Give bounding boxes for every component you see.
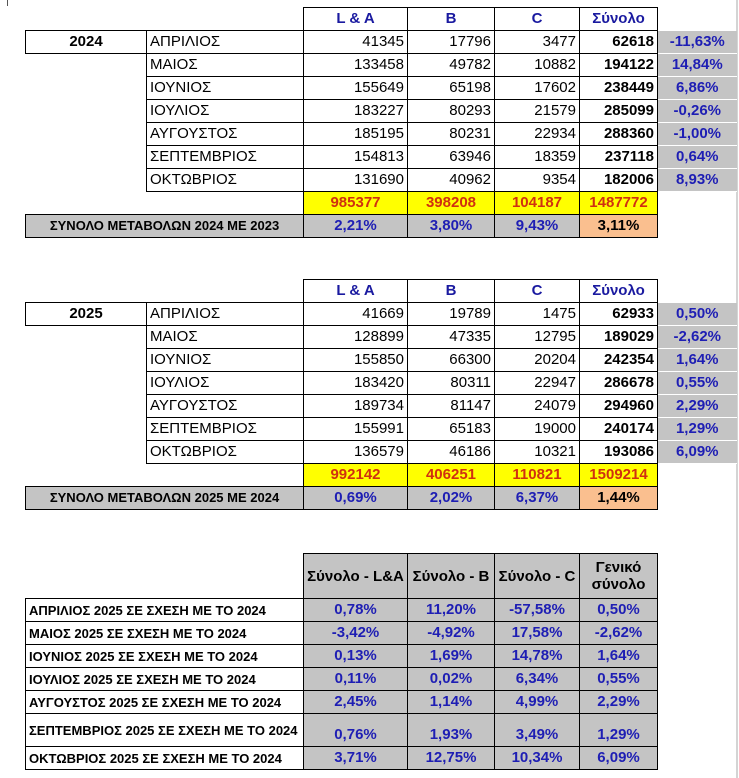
empty-cell bbox=[26, 395, 147, 418]
value-b: 49782 bbox=[408, 54, 495, 77]
value-total: 62618 bbox=[580, 31, 658, 54]
empty-cell bbox=[147, 192, 304, 215]
summary-b: 2,02% bbox=[408, 487, 495, 510]
comparison-row bbox=[26, 747, 658, 770]
sum-row bbox=[26, 464, 737, 487]
value-b: 65183 bbox=[408, 418, 495, 441]
table-row bbox=[26, 349, 737, 372]
comparison-row bbox=[26, 668, 658, 691]
value-total: 285099 bbox=[580, 100, 658, 123]
change-percent: 0,64% bbox=[658, 146, 737, 169]
comparison-label: ΑΥΓΟΥΣΤΟΣ 2025 ΣΕ ΣΧΕΣΗ ΜΕ ΤΟ 2024 bbox=[26, 691, 304, 714]
month-label: ΟΚΤΩΒΡΙΟΣ bbox=[147, 441, 304, 464]
comparison-c: 17,58% bbox=[495, 622, 580, 645]
empty-cell bbox=[658, 464, 737, 487]
comparison-c: 10,34% bbox=[495, 747, 580, 770]
comparison-la: 2,45% bbox=[304, 691, 408, 714]
comparison-b: 0,02% bbox=[408, 668, 495, 691]
value-c: 21579 bbox=[495, 100, 580, 123]
change-percent: -2,62% bbox=[658, 326, 737, 349]
empty-cell bbox=[26, 326, 147, 349]
empty-cell bbox=[26, 349, 147, 372]
table-row bbox=[26, 372, 737, 395]
sum-b: 406251 bbox=[408, 464, 495, 487]
col-header-total-la: Σύνολο - L&A bbox=[304, 554, 408, 599]
empty-cell bbox=[26, 8, 147, 31]
value-c: 10321 bbox=[495, 441, 580, 464]
empty-cell bbox=[26, 554, 304, 599]
comparison-b: 1,14% bbox=[408, 691, 495, 714]
empty-cell bbox=[147, 280, 304, 303]
value-total: 237118 bbox=[580, 146, 658, 169]
comparison-label: ΣΕΠΤΕΜΒΡΙΟΣ 2025 ΣΕ ΣΧΕΣΗ ΜΕ ΤΟ 2024 bbox=[26, 714, 304, 747]
value-la: 136579 bbox=[304, 441, 408, 464]
summary-row bbox=[26, 215, 737, 238]
value-total: 182006 bbox=[580, 169, 658, 192]
cell-edge-mark bbox=[7, 0, 8, 6]
value-c: 19000 bbox=[495, 418, 580, 441]
comparison-c: 4,99% bbox=[495, 691, 580, 714]
value-b: 65198 bbox=[408, 77, 495, 100]
empty-cell bbox=[26, 169, 147, 192]
comparison-row bbox=[26, 691, 658, 714]
change-percent: 1,64% bbox=[658, 349, 737, 372]
comparison-row bbox=[26, 645, 658, 668]
comparison-la: 3,71% bbox=[304, 747, 408, 770]
value-la: 41669 bbox=[304, 303, 408, 326]
value-total: 294960 bbox=[580, 395, 658, 418]
comparison-label: ΟΚΤΩΒΡΙΟΣ 2025 ΣΕ ΣΧΕΣΗ ΜΕ ΤΟ 2024 bbox=[26, 747, 304, 770]
comparison-label: ΜΑΙΟΣ 2025 ΣΕ ΣΧΕΣΗ ΜΕ ΤΟ 2024 bbox=[26, 622, 304, 645]
comparison-total: 1,64% bbox=[580, 645, 658, 668]
empty-cell bbox=[26, 441, 147, 464]
value-b: 47335 bbox=[408, 326, 495, 349]
comparison-total: 6,09% bbox=[580, 747, 658, 770]
change-percent: 1,29% bbox=[658, 418, 737, 441]
empty-cell bbox=[147, 8, 304, 31]
value-total: 62933 bbox=[580, 303, 658, 326]
value-c: 20204 bbox=[495, 349, 580, 372]
value-total: 242354 bbox=[580, 349, 658, 372]
table-row bbox=[26, 54, 737, 77]
empty-cell bbox=[26, 77, 147, 100]
empty-cell bbox=[26, 54, 147, 77]
value-la: 155991 bbox=[304, 418, 408, 441]
comparison-la: 0,13% bbox=[304, 645, 408, 668]
comparison-row bbox=[26, 599, 658, 622]
change-percent: 0,50% bbox=[658, 303, 737, 326]
empty-cell bbox=[26, 146, 147, 169]
sum-la: 985377 bbox=[304, 192, 408, 215]
empty-cell bbox=[658, 487, 737, 510]
sum-c: 110821 bbox=[495, 464, 580, 487]
value-c: 22947 bbox=[495, 372, 580, 395]
value-la: 154813 bbox=[304, 146, 408, 169]
month-label: ΙΟΥΛΙΟΣ bbox=[147, 100, 304, 123]
col-header-total: Σύνολο bbox=[580, 280, 658, 303]
value-total: 193086 bbox=[580, 441, 658, 464]
table-row bbox=[26, 123, 737, 146]
change-percent: -11,63% bbox=[658, 31, 737, 54]
col-header-b: B bbox=[408, 280, 495, 303]
comparison-c: 14,78% bbox=[495, 645, 580, 668]
value-b: 80231 bbox=[408, 123, 495, 146]
comparison-total: 0,55% bbox=[580, 668, 658, 691]
empty-cell bbox=[26, 280, 147, 303]
value-la: 183227 bbox=[304, 100, 408, 123]
table-2025 bbox=[25, 279, 737, 510]
value-b: 46186 bbox=[408, 441, 495, 464]
value-c: 10882 bbox=[495, 54, 580, 77]
value-la: 183420 bbox=[304, 372, 408, 395]
value-c: 17602 bbox=[495, 77, 580, 100]
value-la: 185195 bbox=[304, 123, 408, 146]
value-la: 155850 bbox=[304, 349, 408, 372]
value-c: 18359 bbox=[495, 146, 580, 169]
value-c: 3477 bbox=[495, 31, 580, 54]
value-total: 286678 bbox=[580, 372, 658, 395]
summary-la: 2,21% bbox=[304, 215, 408, 238]
summary-row bbox=[26, 487, 737, 510]
change-percent: 8,93% bbox=[658, 169, 737, 192]
month-label: ΙΟΥΝΙΟΣ bbox=[147, 77, 304, 100]
change-percent: -1,00% bbox=[658, 123, 737, 146]
sum-row bbox=[26, 192, 737, 215]
value-c: 24079 bbox=[495, 395, 580, 418]
comparison-total: 1,29% bbox=[580, 714, 658, 747]
table-row bbox=[26, 418, 737, 441]
month-label: ΣΕΠΤΕΜΒΡΙΟΣ bbox=[147, 146, 304, 169]
month-label: ΣΕΠΤΕΜΒΡΙΟΣ bbox=[147, 418, 304, 441]
empty-cell bbox=[26, 464, 147, 487]
empty-cell bbox=[147, 464, 304, 487]
comparison-row bbox=[26, 714, 658, 747]
value-c: 22934 bbox=[495, 123, 580, 146]
comparison-c: -57,58% bbox=[495, 599, 580, 622]
comparison-total: 2,29% bbox=[580, 691, 658, 714]
comparison-la: -3,42% bbox=[304, 622, 408, 645]
comparison-row bbox=[26, 622, 658, 645]
month-label: ΟΚΤΩΒΡΙΟΣ bbox=[147, 169, 304, 192]
table-row bbox=[26, 146, 737, 169]
sum-b: 398208 bbox=[408, 192, 495, 215]
table-row bbox=[26, 31, 737, 54]
col-header-total: Σύνολο bbox=[580, 8, 658, 31]
change-percent: 6,09% bbox=[658, 441, 737, 464]
month-label: ΙΟΥΛΙΟΣ bbox=[147, 372, 304, 395]
change-percent: 2,29% bbox=[658, 395, 737, 418]
col-header-la: L & A bbox=[304, 8, 408, 31]
summary-label: ΣΥΝΟΛΟ ΜΕΤΑΒΟΛΩΝ 2025 ΜΕ 2024 bbox=[26, 487, 304, 510]
change-percent: 14,84% bbox=[658, 54, 737, 77]
value-la: 189734 bbox=[304, 395, 408, 418]
value-b: 63946 bbox=[408, 146, 495, 169]
col-header-la: L & A bbox=[304, 280, 408, 303]
value-c: 12795 bbox=[495, 326, 580, 349]
comparison-b: 12,75% bbox=[408, 747, 495, 770]
comparison-la: 0,76% bbox=[304, 714, 408, 747]
comparison-c: 6,34% bbox=[495, 668, 580, 691]
comparison-b: -4,92% bbox=[408, 622, 495, 645]
value-b: 66300 bbox=[408, 349, 495, 372]
value-la: 131690 bbox=[304, 169, 408, 192]
summary-label: ΣΥΝΟΛΟ ΜΕΤΑΒΟΛΩΝ 2024 ΜΕ 2023 bbox=[26, 215, 304, 238]
value-c: 1475 bbox=[495, 303, 580, 326]
empty-cell bbox=[658, 280, 737, 303]
sum-total: 1487772 bbox=[580, 192, 658, 215]
table-row bbox=[26, 326, 737, 349]
header-row bbox=[26, 554, 658, 599]
comparison-c: 3,49% bbox=[495, 714, 580, 747]
col-header-b: B bbox=[408, 8, 495, 31]
month-label: ΑΥΓΟΥΣΤΟΣ bbox=[147, 123, 304, 146]
table-row bbox=[26, 441, 737, 464]
value-b: 17796 bbox=[408, 31, 495, 54]
month-label: ΑΠΡΙΛΙΟΣ bbox=[147, 303, 304, 326]
comparison-la: 0,78% bbox=[304, 599, 408, 622]
year-label: 2024 bbox=[26, 31, 147, 54]
header-row bbox=[26, 8, 737, 31]
summary-total: 1,44% bbox=[580, 487, 658, 510]
comparison-b: 11,20% bbox=[408, 599, 495, 622]
month-label: ΙΟΥΝΙΟΣ bbox=[147, 349, 304, 372]
value-total: 189029 bbox=[580, 326, 658, 349]
value-b: 81147 bbox=[408, 395, 495, 418]
value-b: 19789 bbox=[408, 303, 495, 326]
empty-cell bbox=[26, 192, 147, 215]
value-la: 128899 bbox=[304, 326, 408, 349]
change-percent: 0,55% bbox=[658, 372, 737, 395]
sum-c: 104187 bbox=[495, 192, 580, 215]
col-header-grand-total: Γενικό σύνολο bbox=[580, 554, 658, 599]
comparison-b: 1,93% bbox=[408, 714, 495, 747]
empty-cell bbox=[658, 192, 737, 215]
comparison-label: ΑΠΡΙΛΙΟΣ 2025 ΣΕ ΣΧΕΣΗ ΜΕ ΤΟ 2024 bbox=[26, 599, 304, 622]
year-label: 2025 bbox=[26, 303, 147, 326]
table-row bbox=[26, 169, 737, 192]
table-row bbox=[26, 77, 737, 100]
change-percent: -0,26% bbox=[658, 100, 737, 123]
comparison-total: 0,50% bbox=[580, 599, 658, 622]
value-total: 194122 bbox=[580, 54, 658, 77]
table-row bbox=[26, 395, 737, 418]
table-2024 bbox=[25, 7, 737, 238]
value-la: 133458 bbox=[304, 54, 408, 77]
value-b: 40962 bbox=[408, 169, 495, 192]
value-total: 238449 bbox=[580, 77, 658, 100]
col-header-total-b: Σύνολο - B bbox=[408, 554, 495, 599]
month-label: ΑΠΡΙΛΙΟΣ bbox=[147, 31, 304, 54]
summary-c: 6,37% bbox=[495, 487, 580, 510]
col-header-total-c: Σύνολο - C bbox=[495, 554, 580, 599]
change-percent: 6,86% bbox=[658, 77, 737, 100]
value-la: 41345 bbox=[304, 31, 408, 54]
sum-la: 992142 bbox=[304, 464, 408, 487]
comparison-b: 1,69% bbox=[408, 645, 495, 668]
summary-total: 3,11% bbox=[580, 215, 658, 238]
summary-c: 9,43% bbox=[495, 215, 580, 238]
value-la: 155649 bbox=[304, 77, 408, 100]
comparison-total: -2,62% bbox=[580, 622, 658, 645]
value-total: 240174 bbox=[580, 418, 658, 441]
comparison-label: ΙΟΥΛΙΟΣ 2025 ΣΕ ΣΧΕΣΗ ΜΕ ΤΟ 2024 bbox=[26, 668, 304, 691]
empty-cell bbox=[658, 8, 737, 31]
col-header-c: C bbox=[495, 280, 580, 303]
empty-cell bbox=[26, 123, 147, 146]
col-header-c: C bbox=[495, 8, 580, 31]
empty-cell bbox=[26, 372, 147, 395]
summary-b: 3,80% bbox=[408, 215, 495, 238]
sum-total: 1509214 bbox=[580, 464, 658, 487]
empty-cell bbox=[26, 418, 147, 441]
header-row bbox=[26, 280, 737, 303]
table-row bbox=[26, 303, 737, 326]
value-b: 80293 bbox=[408, 100, 495, 123]
month-label: ΜΑΙΟΣ bbox=[147, 326, 304, 349]
value-c: 9354 bbox=[495, 169, 580, 192]
value-b: 80311 bbox=[408, 372, 495, 395]
summary-la: 0,69% bbox=[304, 487, 408, 510]
empty-cell bbox=[658, 215, 737, 238]
comparison-label: ΙΟΥΝΙΟΣ 2025 ΣΕ ΣΧΕΣΗ ΜΕ ΤΟ 2024 bbox=[26, 645, 304, 668]
month-label: ΑΥΓΟΥΣΤΟΣ bbox=[147, 395, 304, 418]
empty-cell bbox=[26, 100, 147, 123]
table-row bbox=[26, 100, 737, 123]
month-label: ΜΑΙΟΣ bbox=[147, 54, 304, 77]
comparison-table bbox=[25, 553, 658, 770]
comparison-la: 0,11% bbox=[304, 668, 408, 691]
value-total: 288360 bbox=[580, 123, 658, 146]
